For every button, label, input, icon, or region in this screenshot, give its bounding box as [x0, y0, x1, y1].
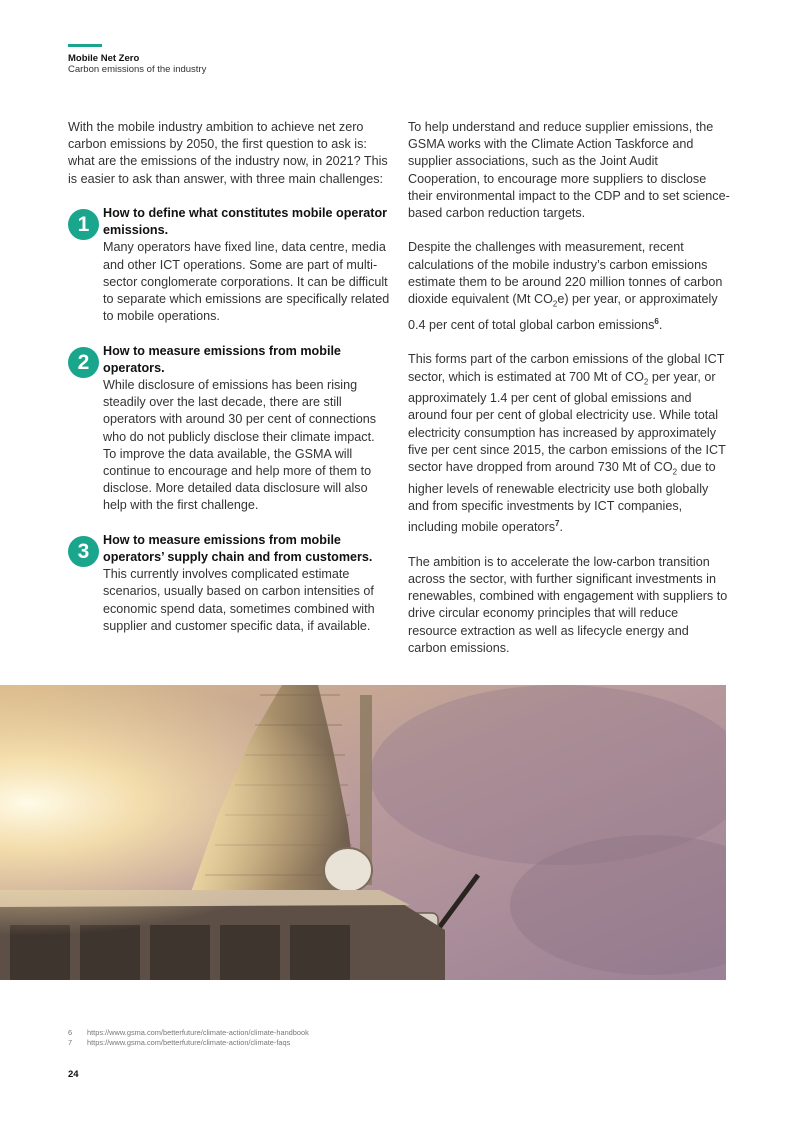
challenge-title: How to define what constitutes mobile operator emissions.	[103, 206, 388, 238]
challenge-item-3	[68, 532, 390, 635]
challenge-item-2	[68, 343, 390, 515]
challenge-item-1	[68, 205, 390, 325]
right-column	[408, 119, 730, 657]
challenge-body: This currently involves complicated estimate scenarios, usually based on carbon intensities of economic spend data, sometimes combined with supplier and customer specific data, if available.	[103, 567, 375, 633]
page-number: 24	[68, 1069, 79, 1080]
footnote-ref: 7	[555, 519, 560, 529]
section-subtitle: Carbon emissions of the industry	[68, 64, 207, 75]
ambition-paragraph: The ambition is to accelerate the low-carbon transition across the sector, with further significant investments in renewables, combined with engagement with suppliers to drive circular economy principles that will reduce resource extraction as well as lifecycle energy and carbon emissions.	[408, 554, 728, 655]
document-title: Mobile Net Zero	[68, 53, 140, 64]
footnote-link[interactable]: https://www.gsma.com/betterfuture/climate-action/climate-faqs	[87, 1037, 291, 1047]
number-badge: 2	[68, 347, 99, 378]
industry-emissions-paragraph: Despite the challenges with measurement, recent calculations of the mobile industry’s carbon emissions estimate them to be around 220 million tonnes of carbon dioxide equivalent (Mt $CO_2e$) per year, or approximately 0.4 per cent of total global carbon emissions$^6$.	[408, 240, 723, 332]
challenge-body: Many operators have fixed line, data centre, media and other ICT operations. Some are part of multi-sector conglomerate corporations. It can be difficult to separate which emissions are specifically related to mobile operations.	[103, 240, 390, 324]
supplier-paragraph: To help understand and reduce supplier emissions, the GSMA works with the Climate Action Taskforce and supplier associations, such as the Joint Audit Cooperation, to encourage more suppliers to disclose their environmental impact to the CDP and to set science-based carbon reduction targets.	[408, 120, 730, 221]
header-accent-bar	[68, 44, 102, 47]
number-badge: 3	[68, 536, 99, 567]
footnote-6: 6 https://www.gsma.com/betterfuture/climate-action/climate-handbook	[68, 1028, 309, 1037]
footnote-7: 7 https://www.gsma.com/betterfuture/climate-action/climate-faqs	[68, 1037, 291, 1047]
challenge-body: While disclosure of emissions has been rising steadily over the last decade, there are still operators with around 30 per cent of connections who do not publicly disclose their climate impact. To improve the data available, the GSMA will continue to encourage and help more of them to disclose. More detailed data disclosure will also help with the first challenge.	[103, 378, 377, 513]
ict-sector-paragraph: This forms part of the carbon emissions of the global ICT sector, which is estimated at 700 Mt of $CO_2$ per year, or approximately 1.4 per cent of global emissions and around four per cent of global electricity use. While total electricity consumption has increased by approximately five per cent since 2015, the carbon emissions of the ICT sector have dropped from around 730 Mt of $CO_2$ due to higher levels of renewable electricity use both globally and from specific investments by ICT companies, including mobile operators$^7$.	[408, 352, 726, 535]
number-badge: 1	[68, 209, 99, 240]
footnote-ref: 6	[654, 316, 659, 326]
telecom-tower-photo	[0, 685, 726, 980]
left-column	[68, 119, 390, 635]
footnotes	[68, 1028, 309, 1047]
challenge-title: How to measure emissions from mobile operators.	[103, 343, 341, 375]
footnote-link[interactable]: https://www.gsma.com/betterfuture/climate-action/climate-handbook	[87, 1028, 309, 1037]
challenge-title: How to measure emissions from mobile operators’ supply chain and from customers.	[103, 532, 373, 565]
intro-paragraph: With the mobile industry ambition to achieve net zero carbon emissions by 2050, the first question to ask is: what are the emissions of the industry now, in 2021? This is easier to ask than answer, with three main challenges:	[68, 120, 388, 186]
